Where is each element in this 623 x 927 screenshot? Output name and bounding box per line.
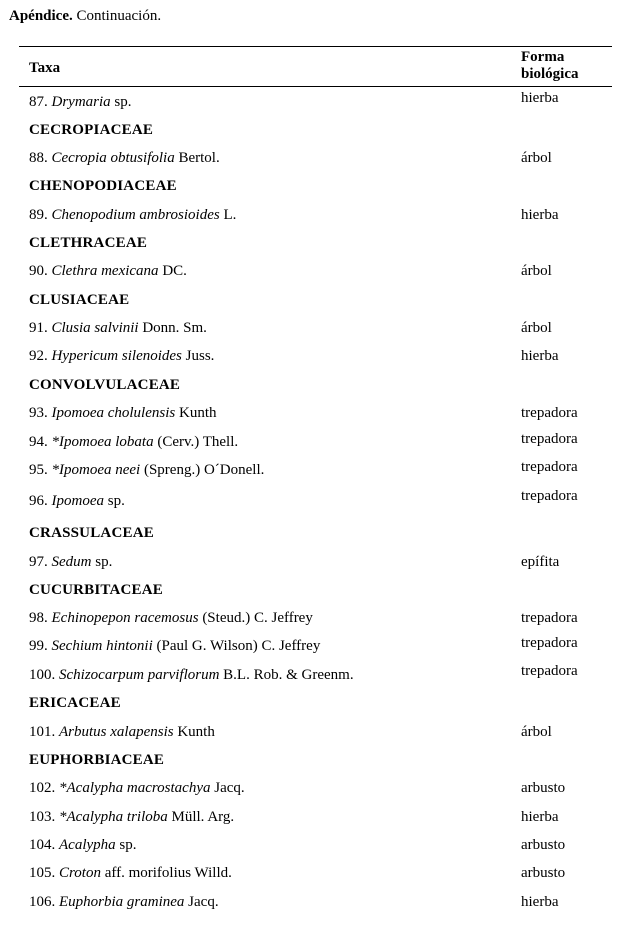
life-form: árbol <box>521 263 552 279</box>
taxon-row: 88. Cecropia obtusifolia Bertol. <box>29 150 220 166</box>
header-taxa: Taxa <box>29 60 61 76</box>
life-form: hierba <box>521 90 559 106</box>
life-form: trepadora <box>521 663 578 679</box>
taxon-row: 93. Ipomoea cholulensis Kunth <box>29 405 217 421</box>
taxon-row: 90. Clethra mexicana DC. <box>29 263 187 279</box>
header-forma-line2: biológica <box>521 66 579 82</box>
taxon-row: 100. Schizocarpum parviflorum B.L. Rob. & Greenm. <box>29 667 354 683</box>
taxon-row: 89. Chenopodium ambrosioides L. <box>29 207 237 223</box>
family-heading: CRASSULACEAE <box>29 525 154 541</box>
taxon-row: 101. Arbutus xalapensis Kunth <box>29 724 215 740</box>
caption-label: Apéndice. <box>9 8 73 24</box>
taxon-row: 102. *Acalypha macrostachya Jacq. <box>29 780 245 796</box>
taxon-row: 105. Croton aff. morifolius Willd. <box>29 865 232 881</box>
taxon-row: 106. Euphorbia graminea Jacq. <box>29 894 219 910</box>
life-form: árbol <box>521 724 552 740</box>
taxon-row: 96. Ipomoea sp. <box>29 493 125 509</box>
taxon-row: 98. Echinopepon racemosus (Steud.) C. Jeffrey <box>29 610 313 626</box>
taxon-row: 91. Clusia salvinii Donn. Sm. <box>29 320 207 336</box>
life-form: trepadora <box>521 459 578 475</box>
taxon-row: 99. Sechium hintonii (Paul G. Wilson) C. Jeffrey <box>29 638 321 654</box>
table-caption <box>9 8 161 25</box>
family-heading: CLETHRACEAE <box>29 235 148 251</box>
life-form: hierba <box>521 809 559 825</box>
life-form: hierba <box>521 894 559 910</box>
taxon-row: 95. *Ipomoea neei (Spreng.) O´Donell. <box>29 462 265 478</box>
taxon-row: 92. Hypericum silenoides Juss. <box>29 348 215 364</box>
life-form: arbusto <box>521 837 566 853</box>
family-heading: CHENOPODIACEAE <box>29 178 177 194</box>
caption-text: Continuación. <box>76 8 162 24</box>
taxon-row: 94. *Ipomoea lobata (Cerv.) Thell. <box>29 434 239 450</box>
family-heading: CONVOLVULACEAE <box>29 377 181 393</box>
taxon-row: 97. Sedum sp. <box>29 554 113 570</box>
life-form: árbol <box>521 320 552 336</box>
life-form: trepadora <box>521 635 578 651</box>
family-heading: CECROPIACEAE <box>29 122 154 138</box>
family-heading: ERICACEAE <box>29 695 121 711</box>
life-form: epífita <box>521 554 560 570</box>
life-form: trepadora <box>521 431 578 447</box>
life-form: arbusto <box>521 865 566 881</box>
taxon-row: 87. Drymaria sp. <box>29 94 132 110</box>
life-form: árbol <box>521 150 552 166</box>
table-top-rule <box>19 46 612 47</box>
header-forma-line1: Forma <box>521 49 565 65</box>
life-form: hierba <box>521 348 559 364</box>
family-heading: EUPHORBIACEAE <box>29 752 165 768</box>
life-form: trepadora <box>521 405 578 421</box>
taxon-row: 104. Acalypha sp. <box>29 837 137 853</box>
life-form: hierba <box>521 207 559 223</box>
header-bottom-rule <box>19 86 612 87</box>
header-forma-biologica <box>521 49 601 83</box>
life-form: arbusto <box>521 780 566 796</box>
life-form: trepadora <box>521 488 578 504</box>
family-heading: CUCURBITACEAE <box>29 582 164 598</box>
life-form: trepadora <box>521 610 578 626</box>
family-heading: CLUSIACEAE <box>29 292 130 308</box>
taxon-row: 103. *Acalypha triloba Müll. Arg. <box>29 809 235 825</box>
